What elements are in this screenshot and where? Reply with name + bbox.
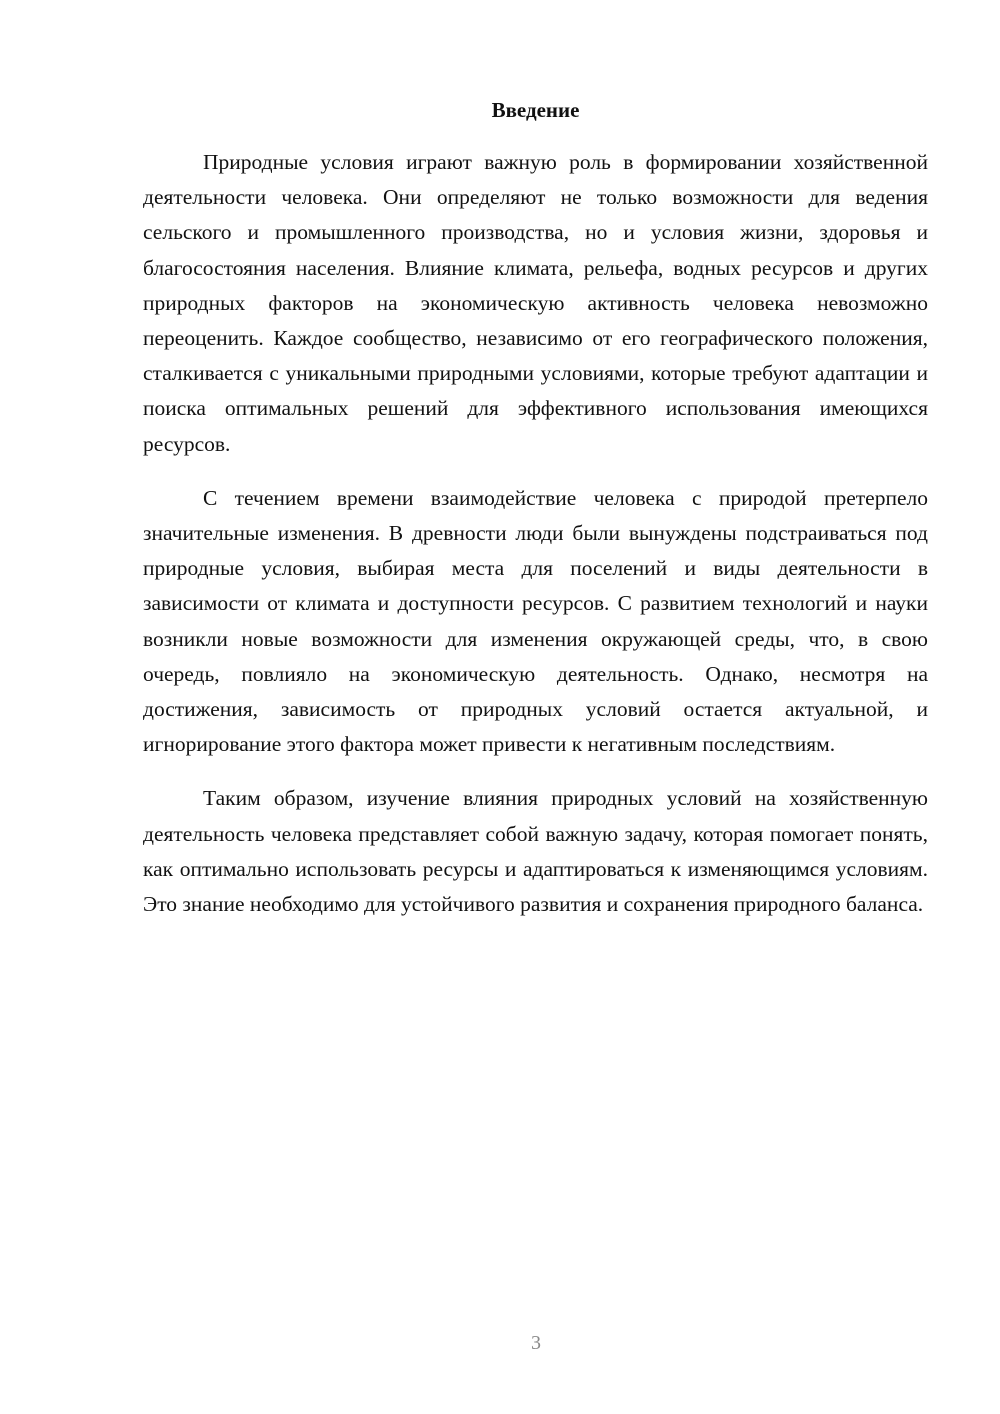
section-title: Введение [491,98,580,122]
paragraph-1: Природные условия играют важную роль в формировании хозяйственной деятельности человека. Они определяют не только возможности для ведения сельского и промышленного производства, но и условия жизни, здоровья и благосостояния населения. Влияние климата, рельефа, водных ресурсов и других природных факторов на экономическую активность человека невозможно переоценить. Каждое сообщество, независимо от его географического положения, сталкивается с уникальными природными условиями, которые требуют адаптации и поиска оптимальных решений для эффективного использования имеющихся ресурсов. [143,150,928,456]
paragraph-3: Таким образом, изучение влияния природных условий на хозяйственную деятельность человека представляет собой важную задачу, которая помогает понять, как оптимально использовать ресурсы и адаптироваться к изменяющимся условиям. Это знание необходимо для устойчивого развития и сохранения природного баланса. [143,786,928,917]
paragraph-2: С течением времени взаимодействие человека с природой претерпело значительные изменения. В древности люди были вынуждены подстраиваться под природные условия, выбирая места для поселений и виды деятельности в зависимости от климата и доступности ресурсов. С развитием технологий и науки возникли новые возможности для изменения окружающей среды, что, в свою очередь, повлияло на экономическую деятельность. Однако, несмотря на достижения, зависимость от природных условий остается актуальной, и игнорирование этого фактора может привести к негативным последствиям. [143,485,928,757]
page-number: 3 [531,1332,541,1354]
page-content [143,93,928,941]
